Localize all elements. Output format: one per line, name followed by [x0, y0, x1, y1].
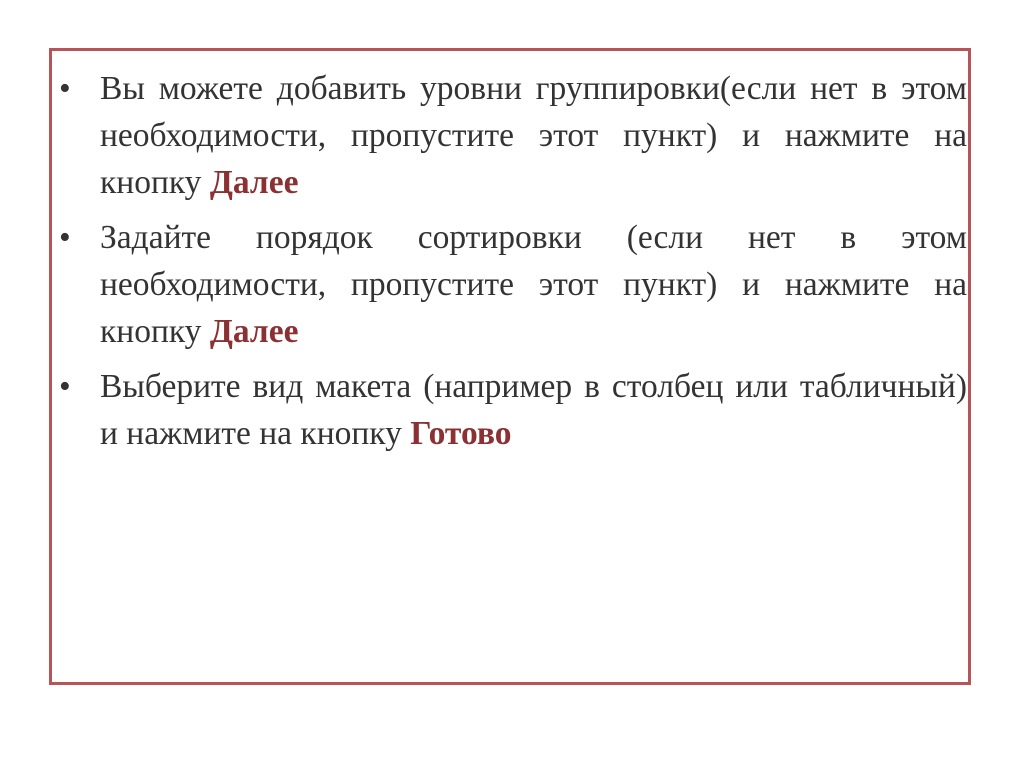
- bullet-marker: •: [59, 368, 71, 405]
- bullet-list: [56, 65, 967, 465]
- bullet-text: Выберите вид макета (например в столбец или табличный) и нажмите на кнопку: [100, 368, 967, 452]
- button-name-next: Далее: [209, 313, 299, 350]
- bullet-item-sorting: [56, 214, 967, 355]
- bullet-text: Задайте порядок сортировки (если нет в этом необходимости, пропустите этот пункт) и нажмите на кнопку: [100, 219, 967, 350]
- bullet-item-grouping: [56, 65, 967, 206]
- button-name-done: Готово: [410, 415, 512, 452]
- button-name-next: Далее: [209, 164, 299, 201]
- bullet-marker: •: [59, 219, 71, 256]
- bullet-item-layout: [56, 363, 967, 457]
- bullet-marker: •: [59, 70, 71, 107]
- bullet-text: Вы можете добавить уровни группировки(если нет в этом необходимости, пропустите этот пункт) и нажмите на кнопку: [100, 70, 967, 201]
